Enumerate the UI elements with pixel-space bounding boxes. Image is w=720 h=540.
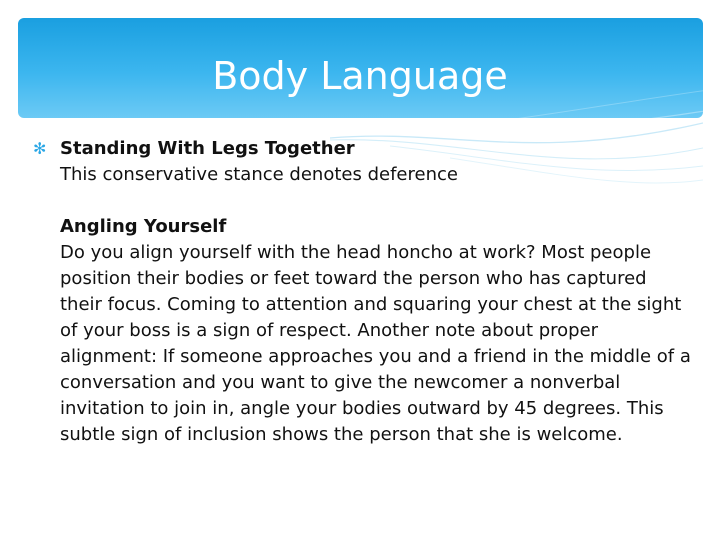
bullet-item (33, 136, 693, 448)
slide-title: Body Language (212, 54, 508, 98)
paragraph-spacer (60, 188, 693, 214)
bullet-text-angling: Do you align yourself with the head honcho at work? Most people position their bodies or feet toward the person who has captured their focus. Coming to attention and squaring your chest at the sight of your boss is a sign of respect. Another note about proper alignment: If someone approaches you and a friend in the middle of a conversation and you want to give the newcomer a nonverbal invitation to join in, angle your bodies outward by 45 degrees. This subtle sign of inclusion shows the person that she is welcome. (60, 242, 691, 445)
asterisk-bullet-icon: ✻ (33, 139, 47, 158)
bullet-text-standing: This conservative stance denotes deference (60, 164, 458, 185)
bullet-heading-standing: Standing With Legs Together (60, 138, 355, 159)
slide-content (33, 136, 693, 448)
bullet-heading-angling: Angling Yourself (60, 216, 227, 237)
